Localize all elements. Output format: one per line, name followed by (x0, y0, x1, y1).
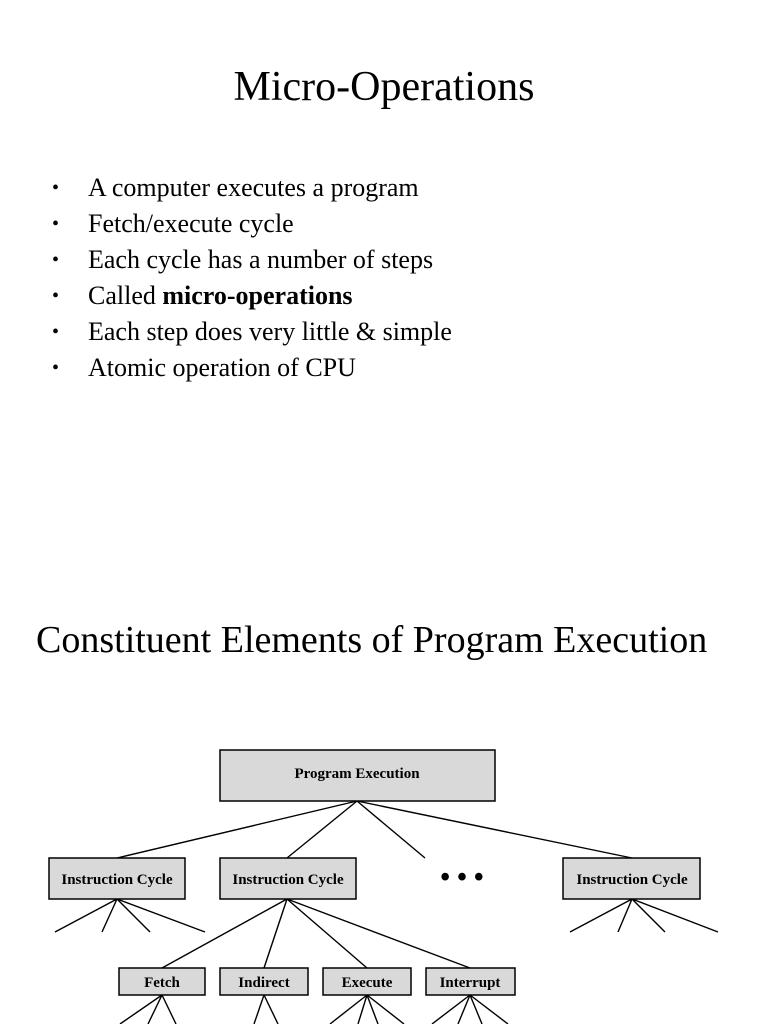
bullet-bold-text: micro-operations (162, 281, 353, 310)
bullet-marker: • (52, 357, 60, 379)
slide-title: Micro-Operations (233, 64, 535, 110)
bullet-marker: • (52, 321, 60, 343)
instruction-cycle-label: Instruction Cycle (576, 872, 688, 888)
phase-label: Interrupt (439, 975, 501, 991)
bullet-marker: • (52, 177, 60, 199)
fan-line (264, 995, 278, 1024)
phase-node-interrupt (426, 968, 515, 995)
bullet-marker: • (52, 249, 60, 271)
section-title: Constituent Elements of Program Execution (36, 619, 708, 661)
bullet-marker: • (52, 285, 60, 307)
ellipsis-dots: • • • (440, 862, 484, 893)
instruction-cycle-label: Instruction Cycle (232, 872, 344, 888)
edge-root-to-ellipsis (357, 801, 425, 858)
fan-line (254, 995, 264, 1024)
fan-line (55, 899, 117, 932)
bullet-marker: • (52, 213, 60, 235)
instruction-cycle-node (563, 858, 700, 899)
instruction-cycle-node (220, 858, 356, 899)
edge-cycle-to-fetch (162, 899, 287, 968)
fan-line (102, 899, 117, 932)
fan-line (632, 899, 718, 932)
phase-node-fetch (119, 968, 205, 995)
phase-label: Fetch (144, 975, 180, 991)
phase-label: Indirect (238, 975, 290, 991)
phase-node-execute (323, 968, 411, 995)
edge-cycle-to-interrupt (287, 899, 470, 968)
fan-line (632, 899, 665, 932)
bullet-text: A computer executes a program (88, 173, 419, 202)
bullet-text: Fetch/execute cycle (88, 209, 294, 238)
fan-line (570, 899, 632, 932)
instruction-cycle-label: Instruction Cycle (61, 872, 173, 888)
bullet-text: Each cycle has a number of steps (88, 245, 434, 274)
bullet-text: Called (88, 281, 163, 310)
phase-node-indirect (220, 968, 308, 995)
edge-root-to-cycle-3 (357, 801, 632, 858)
edge-cycle-to-execute (287, 899, 367, 968)
instruction-cycle-node (49, 858, 185, 899)
fan-line (162, 995, 176, 1024)
root-node (220, 750, 495, 801)
fan-line (117, 899, 205, 932)
fan-line (618, 899, 632, 932)
phase-label: Execute (341, 975, 393, 991)
bullet-text: Each step does very little & simple (88, 317, 452, 346)
root-node-label: Program Execution (294, 766, 420, 782)
fan-line (330, 995, 367, 1024)
fan-line (117, 899, 150, 932)
bullet-text: Atomic operation of CPU (88, 353, 356, 382)
